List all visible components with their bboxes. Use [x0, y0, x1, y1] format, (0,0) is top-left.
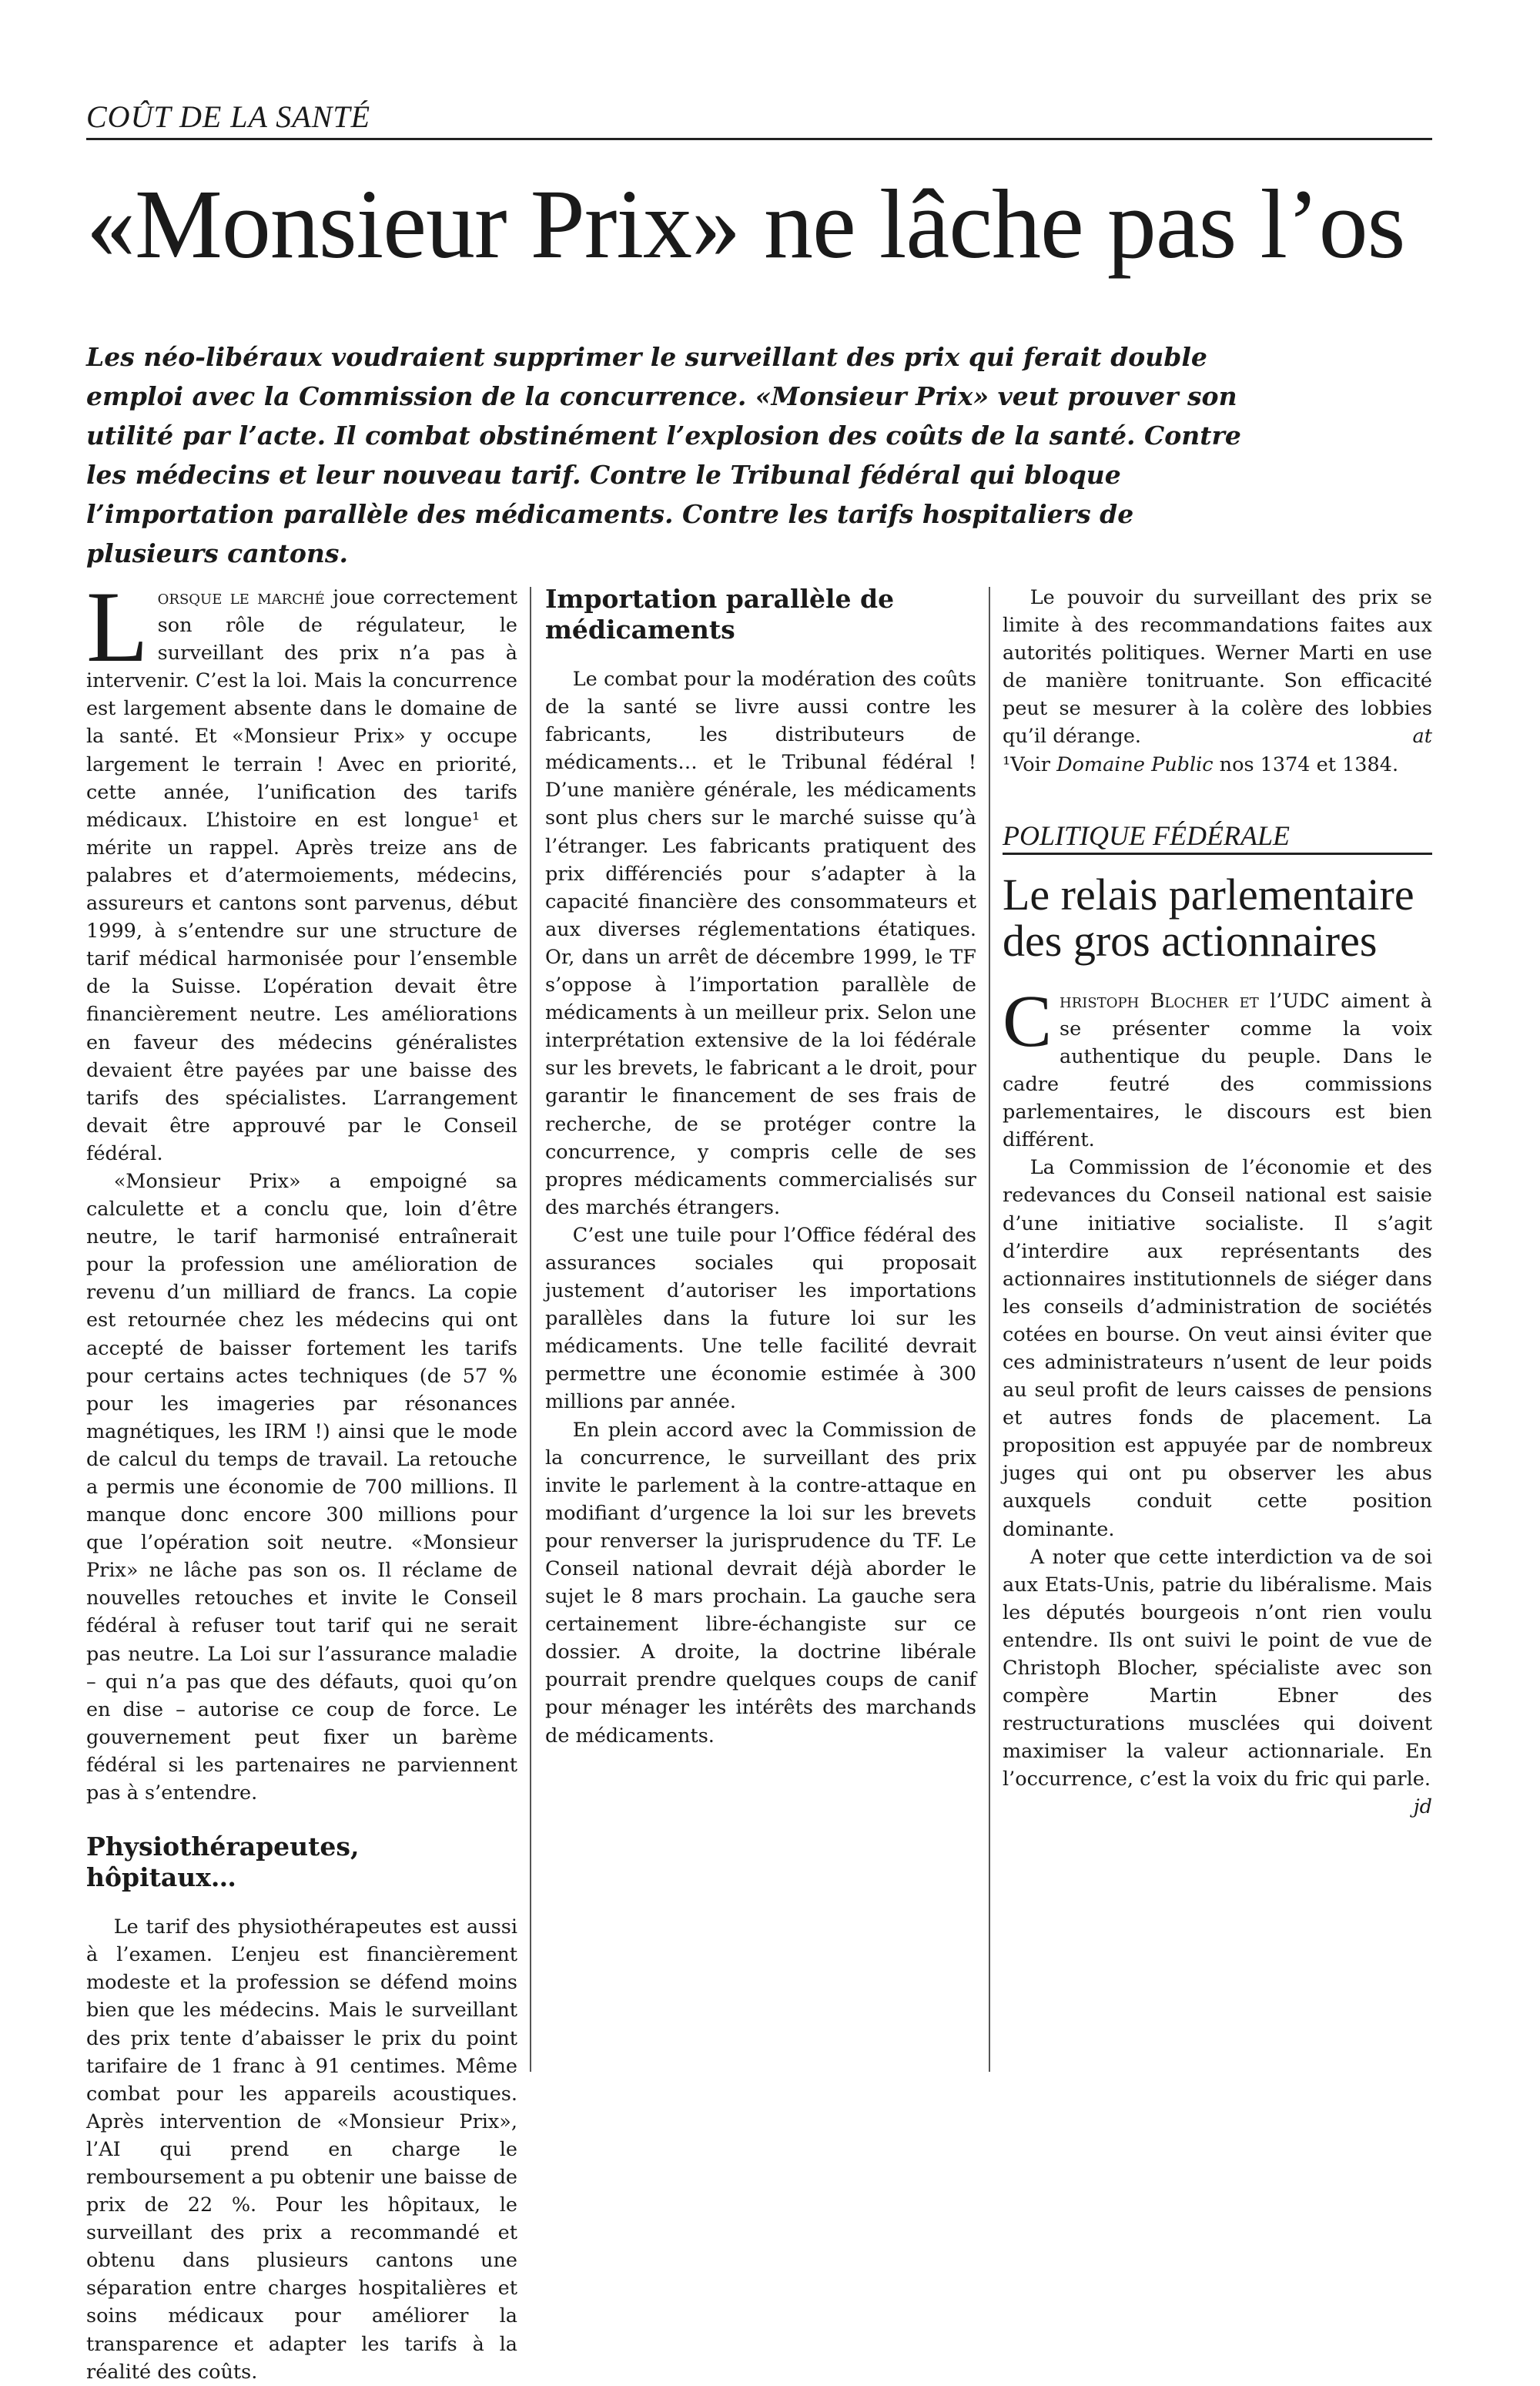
- column-divider: [530, 587, 531, 2072]
- article-headline-2: Le relais parlementaire des gros actionnaires: [1003, 869, 1414, 966]
- section-rubric-2: POLITIQUE FÉDÉRALE: [1003, 822, 1432, 855]
- article-column-3: [1003, 584, 1432, 1821]
- footnote-publication: Domaine Public: [1056, 752, 1214, 776]
- paragraph-text: A noter que cette interdiction va de soi aux Etats-Unis, patrie du libéralisme. Mais les députés bourgeois n’ont rien voulu entendre. Ils ont suivi le point de vue de Christoph Blocher, spécialiste avec son compère Martin Ebner des restructurations musclées qui doivent maximiser la valeur actionnariale. En l’occurrence, c’est la voix du fric qui parle.: [1003, 1545, 1432, 1791]
- article-lead: Les néo-libéraux voudraient supprimer le surveillant des prix qui ferait double emploi avec la Commission de la concurrence. «Monsieur Prix» veut prouver son utilité par l’acte. Il combat obstinément l’explosion des coûts de la santé. Contre les médecins et leur nouveau tarif. Contre le Tribunal fédéral qui bloque l’importation parallèle des médicaments. Contre les tarifs hospitaliers de plusieurs cantons.: [86, 342, 1241, 568]
- article-paragraph: Le combat pour la modération des coûts de la santé se livre aussi contre les fabricants, les distributeurs de médicaments… et le Tribunal fédéral ! D’une manière générale, les médicaments sont plus chers sur le marché suisse qu’à l’étranger. Les fabricants pratiquent des prix différenciés pour s’adapter à la capacité financière des consommateurs et aux diverses réglementations étatiques. Or, dans un arrêt de décembre 1999, le TF s’oppose à l’importation parallèle de médicaments à un meilleur prix. Selon une interprétation extensive de la loi fédérale sur les brevets, le fabricant a le droit, pour garantir le financement de ses frais de recherche, de se protéger contre la concurrence, y compris celle de ses propres médicaments commercialisés sur des marchés étrangers.: [545, 668, 976, 1219]
- paragraph-text: Le pouvoir du surveillant des prix se limite à des recommandations faites aux autorités politiques. Werner Marti en use de manière tonitruante. Son efficacité peut se mesurer à la colère des lobbies qu’il dérange.: [1003, 586, 1432, 749]
- footnote: ¹Voir Domaine Public nos 1374 et 1384.: [1003, 752, 1399, 776]
- subheading: Physiothérapeutes, hôpitaux…: [86, 1831, 360, 1893]
- article-paragraph: [1003, 1543, 1432, 1819]
- article-headline: «Monsieur Prix» ne lâche pas l’os: [86, 169, 1405, 279]
- article-column-1: [86, 570, 517, 2386]
- section-rubric: COÛT DE LA SANTÉ: [86, 99, 1432, 140]
- article-paragraph: En plein accord avec la Commission de la concurrence, le surveillant des prix invite le parlement à la contre-attaque en modifiant d’urgence la loi sur les brevets pour renverser la jurisprudence du TF. Le Conseil national devrait déjà aborder le sujet le 8 mars prochain. La gauche sera certainement libre-échangiste sur ce dossier. A droite, la doctrine libérale pourrait prendre quelques coups de canif pour ménager les intérêts des marchands de médicaments.: [545, 1418, 976, 1748]
- author-signature: at: [1412, 725, 1432, 749]
- paragraph-text: joue correctement son rôle de régulateur, le surveillant des prix n’a pas à intervenir. C’est la loi. Mais la concurrence est largement absente dans le domaine de la santé. Et «Monsieur Prix» y occupe largement le terrain ! Avec en priorité, cette année, l’unification des tarifs médicaux. L’histoire en est longue¹ et mérite un rappel. Après treize ans de palabres et d’atermoiements, médecins, assureurs et cantons sont parvenus, début 1999, à s’entendre sur une structure de tarif médical harmonisée pour l’ensemble de la Suisse. L’opération devait être financièrement neutre. Les améliorations en faveur des médecins généralistes devaient être payées par une baisse des tarifs des spécialistes. L’arrangement devait être approuvé par le Conseil fédéral.: [86, 586, 517, 1165]
- author-signature: jd: [1413, 1795, 1432, 1819]
- article-paragraph: La Commission de l’économie et des redevances du Conseil national est saisie d’une initiative socialiste. Il s’agit d’interdire aux représentants des actionnaires institutionnels de siéger dans les conseils d’administration de sociétés cotées en bourse. On veut ainsi éviter que ces administrateurs n’usent de leur poids au seul profit de leurs caisses de pensions et autres fonds de placement. La proposition est appuyée par de nombreux juges qui ont pu observer les abus auxquels conduit cette position dominante.: [1003, 1156, 1432, 1541]
- opening-smallcaps: orsque le marché: [157, 586, 325, 609]
- article-paragraph: [1003, 979, 1432, 1154]
- drop-cap: C: [1003, 979, 1053, 1062]
- article-paragraph: [86, 570, 517, 1168]
- article-paragraph: C’est une tuile pour l’Office fédéral des assurances sociales qui proposait justement d’autoriser les importations parallèles dans la future loi sur les médicaments. Une telle facilité devrait permettre une économie estimée à 300 millions par année.: [545, 1223, 976, 1414]
- article-paragraph: «Monsieur Prix» a empoigné sa calculette et a conclu que, loin d’être neutre, le tarif harmonisé entraînerait pour la profession une amélioration de revenu d’un milliard de francs. La copie est retournée chez les médecins qui ont accepté de baisser fortement les tarifs pour certains actes techniques (de 57 % pour les imageries par résonances magnétiques, les IRM !) ainsi que le mode de calcul du temps de travail. La retouche a permis une économie de 700 millions. Il manque donc encore 300 millions pour que l’opération soit neutre. «Monsieur Prix» ne lâche pas son os. Il réclame de nouvelles retouches et invite le Conseil fédéral à refuser tout tarif qui ne serait pas neutre. La Loi sur l’assurance maladie – qui n’a pas que des défauts, quoi qu’on en dise – autorise ce coup de force. Le gouvernement peut fixer un barème fédéral si les partenaires ne parviennent pas à s’entendre.: [86, 1169, 517, 1805]
- opening-smallcaps: hristoph Blocher et: [1060, 989, 1259, 1013]
- column-divider: [989, 587, 990, 2072]
- article-column-2: [545, 584, 976, 1750]
- paragraph-text: l’UDC aiment à se présenter comme la voix authentique du peuple. Dans le cadre feutré des commissions parlementaires, le discours est bien différent.: [1003, 989, 1432, 1152]
- article-paragraph: [1003, 584, 1432, 751]
- article-paragraph: Le tarif des physiothérapeutes est aussi à l’examen. L’enjeu est financièrement modeste et la profession se défend moins bien que les médecins. Mais le surveillant des prix tente d’abaisser le prix du point tarifaire de 1 franc à 91 centimes. Même combat pour les appareils acoustiques. Après intervention de «Monsieur Prix», l’AI qui prend en charge le remboursement a pu obtenir une baisse de prix de 22 %. Pour les hôpitaux, le surveillant des prix a recommandé et obtenu dans plusieurs cantons une séparation entre charges hospitalières et soins médicaux pour améliorer la transparence et adapter les tarifs à la réalité des coûts.: [86, 1915, 517, 2384]
- drop-cap: L: [86, 570, 149, 683]
- subheading: Importation parallèle de médicaments: [545, 584, 895, 645]
